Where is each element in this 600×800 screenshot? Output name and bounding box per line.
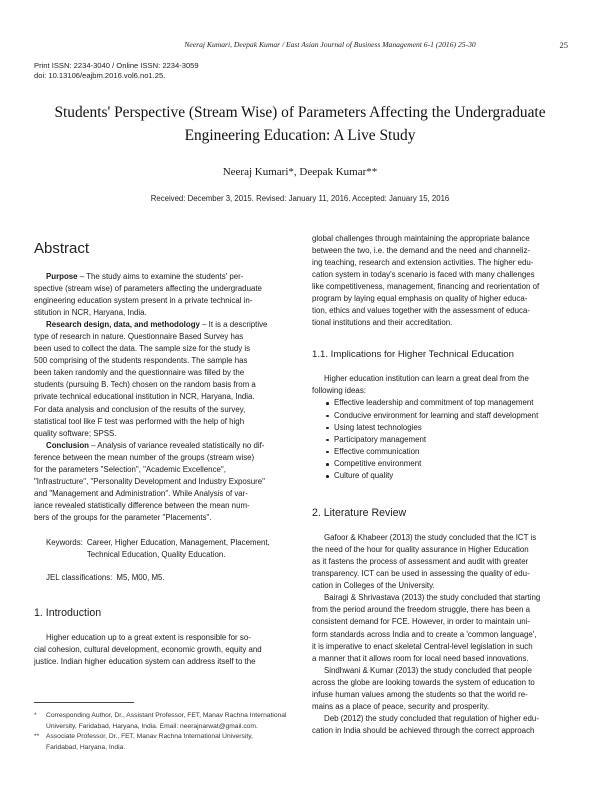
- footnotes: [34, 711, 294, 753]
- list-item: Effective communication: [326, 446, 566, 458]
- jel-classifications: [34, 572, 288, 584]
- list-item: Culture of quality: [326, 470, 566, 482]
- literature-paragraph: Deb (2012) the study concluded that regulation of higher edu- cation in India should be achieved through the correct approach: [312, 713, 539, 735]
- list-item: Using latest technologies: [326, 422, 566, 434]
- list-item: Conducive environment for learning and staff development: [326, 410, 566, 422]
- paper-title: [50, 101, 550, 147]
- literature-paragraph: Gafoor & Khabeer (2013) the study concluded that the ICT is the need of the hour for quality assurance in Higher Education as it fastens the process of assessment and audit with greater transparency. ICT can be used in assessing the quality of edu- cation in Colleges of the University.: [312, 533, 537, 591]
- issn-line: Print ISSN: 2234-3040 / Online ISSN: 2234-3059: [34, 61, 199, 70]
- keywords: [34, 537, 288, 561]
- bullet-icon: [326, 463, 329, 466]
- purpose-label: Purpose: [46, 272, 78, 281]
- section-heading-literature-review: 2. Literature Review: [312, 507, 407, 520]
- abstract-heading: Abstract: [34, 240, 90, 257]
- conclusion-label: Conclusion: [46, 440, 89, 450]
- title-line-1: Students' Perspective (Stream Wise) of Parameters Affecting the Undergraduate: [54, 104, 546, 121]
- issn-block: [34, 61, 199, 81]
- list-item: Participatory management: [326, 434, 566, 446]
- method-label: Research design, data, and methodology: [46, 320, 200, 330]
- keywords-line-1: Career, Higher Education, Management, Placement,: [86, 537, 270, 547]
- footnote-mark: **: [34, 733, 40, 741]
- list-item: Competitive environment: [326, 458, 566, 470]
- authors: Neeraj Kumari*, Deepak Kumar**: [222, 166, 378, 178]
- footnote-divider: [34, 702, 134, 703]
- abstract-conclusion: Conclusion – Analysis of variance revealed statistically no dif- ference between the mean number of the groups (stream wise) for the parameters "Selection", "Academic Excellence", "Infrastructure", "Personality Development and Industry Exposure" and "Management and Administration". While Analysis of var- iance revealed statistically difference between the mean num- bers of the groups for the parameter "Placements".: [34, 440, 265, 522]
- running-header: Neeraj Kumari, Deepak Kumar / East Asian Journal of Business Management 6-1 (2016) 25-30: [184, 40, 476, 49]
- footnote: ** Associate Professor, Dr., FET, Manav Rachna International University, Faridabad, Haryana, India.: [34, 732, 294, 753]
- literature-paragraph: Bairagi & Shrivastava (2013) the study concluded that starting from the period around the freedom struggle, there has been a consistent demand for FCE. However, in order to maintain uni- form standards across India and to create a 'common language', it is imperative to enact skeletal Central-level legislation in such a manner that it allows room for local need based innovations.: [312, 593, 541, 663]
- introduction-paragraph: Higher education up to a great extent is responsible for so- cial cohesion, cultural development, economic growth, equity and justice. Indian higher education system can address itself to the: [34, 633, 262, 667]
- implications-lead: Higher education institution can learn a great deal from the following ideas:: [312, 374, 529, 396]
- bullet-icon: [326, 439, 329, 442]
- implications-list: [312, 397, 566, 482]
- doi-line: doi: 10.13106/eajbm.2016.vol6.no1.25.: [34, 71, 166, 80]
- footnote-mark: *: [34, 712, 37, 719]
- publication-dates: Received: December 3, 2015. Revised: January 11, 2016. Accepted: January 15, 2016: [150, 194, 450, 203]
- keywords-line-2: Technical Education, Quality Education.: [86, 550, 226, 560]
- footnote: * Corresponding Author, Dr., Assistant Professor, FET, Manav Rachna International University, Faridabad, Haryana, India. Email: neerajnarwat@gmail.com.: [34, 711, 294, 732]
- bullet-icon: [326, 402, 329, 405]
- page-number: 25: [559, 40, 568, 50]
- abstract-method: Research design, data, and methodology – It is a descriptive type of research in nature. Questionnaire Based Survey has been used to collect the data. The sample size for the study is 500 comprising of the students respondents. The sample has been taken randomly and the questionnaire was filled by the students (pursuing B. Tech) chosen on the random basis from a private technical educational institution in NCR, Haryana, India. For data analysis and conclusion of the results of the survey, statistical tool like F test was performed with the help of high quality software; SPSS.: [34, 320, 268, 438]
- introduction-continued: global challenges through maintaining the appropriate balance between the two, i.e. the demand and the need and channeliz- ing teaching, research and extension activities. The higher edu- cation system in today's scenario is faced with many challenges like competitiveness, management, financing and reorientation of program by laying equal emphasis on quality of higher educa- tion, ethics and values together with the assessment of educa- tional institutions and their accreditation.: [312, 234, 540, 328]
- subsection-heading-implications: 1.1. Implications for Higher Technical Education: [312, 349, 514, 361]
- left-column: [34, 240, 288, 668]
- right-column: [312, 233, 566, 737]
- bullet-icon: [326, 427, 329, 430]
- bullet-icon: [326, 415, 329, 418]
- bullet-icon: [326, 451, 329, 454]
- keywords-label: Keywords:: [46, 537, 83, 547]
- bullet-icon: [326, 475, 329, 478]
- jel-value: M5, M00, M5.: [116, 573, 165, 583]
- jel-label: JEL classifications:: [46, 573, 113, 583]
- title-line-2: Engineering Education: A Live Study: [184, 127, 416, 144]
- section-heading-introduction: 1. Introduction: [34, 607, 102, 620]
- literature-paragraph: Sindhwani & Kumar (2013) the study concluded that people across the globe are looking towards the system of education to infuse human values among the students so that the world re- mains as a place of peace, security and prosperity.: [312, 665, 535, 711]
- abstract-purpose: Purpose – The study aims to examine the students' per- spective (stream wise) of parameters affecting the undergraduate engineering education system present in a private technical in- stitution in NCR, Haryana, India.: [34, 272, 262, 318]
- list-item: Effective leadership and commitment of top management: [326, 397, 566, 409]
